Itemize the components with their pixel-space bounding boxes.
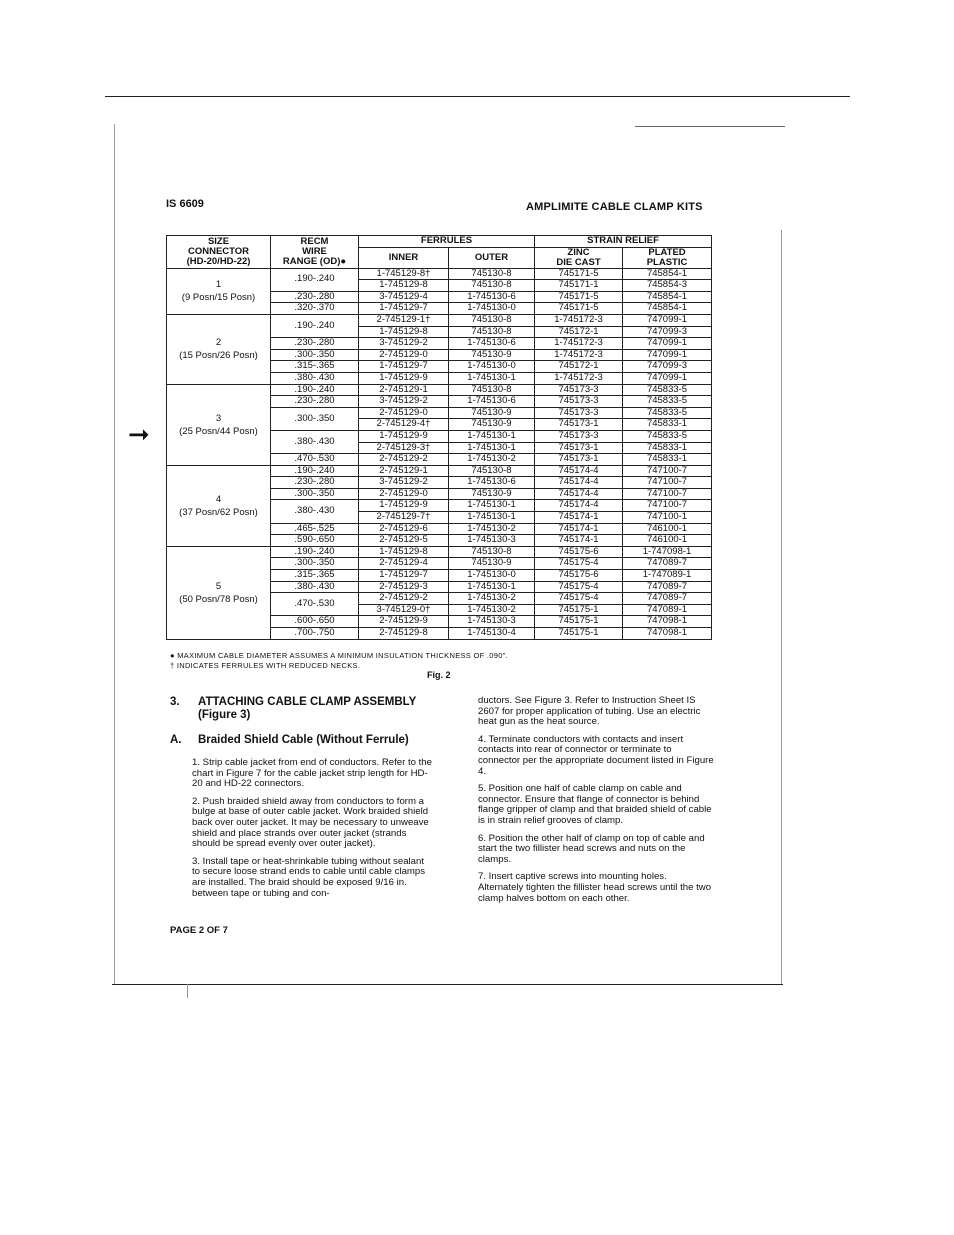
size-number: 4	[215, 493, 222, 505]
position-count: (25 Posn/44 Posn)	[179, 425, 258, 437]
zinc-die-cast-cell: 745174-4	[535, 500, 623, 512]
size-connector-header: SIZE CONNECTOR (HD-20/HD-22)	[167, 236, 271, 269]
outer-ferrule-cell: 745130-8	[449, 546, 535, 558]
size-number: 5	[215, 580, 222, 592]
zinc-die-cast-cell: 745175-6	[535, 546, 623, 558]
plated-plastic-cell: 746100-1	[623, 535, 712, 547]
plated-plastic-cell: 747098-1	[623, 628, 712, 640]
outer-ferrule-cell: 1-745130-0	[449, 361, 535, 373]
zinc-die-cast-cell: 745173-3	[535, 384, 623, 396]
footnote-reduced-necks: † INDICATES FERRULES WITH REDUCED NECKS.	[170, 661, 361, 670]
outer-ferrule-cell: 1-745130-6	[449, 338, 535, 350]
wire-range-cell: .230-.280	[271, 291, 359, 303]
wire-range-cell: .190-.240	[271, 314, 359, 337]
wire-range-cell: .300-.350	[271, 349, 359, 361]
outer-ferrule-cell: 745130-8	[449, 326, 535, 338]
wire-range-cell: .470-.530	[271, 593, 359, 616]
position-count: (15 Posn/26 Posn)	[179, 350, 258, 362]
outer-ferrule-cell: 1-745130-3	[449, 616, 535, 628]
top-rule	[105, 96, 850, 97]
plated-plastic-header: PLATED PLASTIC	[623, 247, 712, 268]
wire-range-cell: .230-.280	[271, 477, 359, 489]
zinc-die-cast-cell: 745172-1	[535, 361, 623, 373]
plated-plastic-cell: 747099-1	[623, 372, 712, 384]
plated-plastic-cell: 747089-7	[623, 593, 712, 605]
size-connector-cell	[167, 268, 271, 314]
outer-ferrule-cell: 745130-9	[449, 407, 535, 419]
figure-caption: Fig. 2	[427, 670, 451, 680]
size-connector-cell	[167, 384, 271, 465]
step-1-paragraph: 1. Strip cable jacket from end of conductors. Refer to the chart in Figure 7 for the cable jacket strip length for HD-20 and HD-22 connectors.	[192, 757, 432, 790]
zinc-die-cast-cell: 745174-1	[535, 523, 623, 535]
zinc-die-cast-cell: 745175-1	[535, 628, 623, 640]
zinc-die-cast-cell: 1-745172-3	[535, 349, 623, 361]
position-count: (50 Posn/78 Posn)	[179, 593, 258, 605]
zinc-die-cast-cell: 745175-1	[535, 604, 623, 616]
plated-plastic-cell: 747099-3	[623, 361, 712, 373]
wire-range-cell: .590-.650	[271, 535, 359, 547]
bottom-rule	[112, 984, 783, 985]
inner-ferrule-cell: 2-745129-8	[359, 628, 449, 640]
outer-ferrule-cell: 1-745130-2	[449, 593, 535, 605]
outer-ferrule-cell: 745130-9	[449, 349, 535, 361]
inner-ferrule-cell: 1-745129-7	[359, 570, 449, 582]
size-connector-cell	[167, 314, 271, 384]
size-number: 2	[215, 337, 222, 349]
step-5-paragraph: 5. Position one half of cable clamp on cable and connector. Ensure that flange of connector is behind flange gripper of clamp and that braided shield of cable is in strain relief grooves of clamp.	[478, 783, 712, 826]
zinc-die-cast-cell: 1-745172-3	[535, 314, 623, 326]
wire-range-header: RECM WIRE RANGE (OD)●	[271, 236, 359, 269]
doc-title: AMPLIMITE CABLE CLAMP KITS	[526, 201, 703, 213]
plated-plastic-cell: 745833-1	[623, 454, 712, 466]
outer-ferrule-cell: 745130-9	[449, 419, 535, 431]
zinc-die-cast-cell: 745173-1	[535, 442, 623, 454]
page-footer: PAGE 2 OF 7	[170, 925, 228, 936]
step-3-paragraph: 3. Install tape or heat-shrinkable tubing without sealant to secure loose strand ends to cable until cable clamps are installed. The braid should be exposed 9/16 in. between tape or tubing and con-	[192, 855, 426, 899]
right-frame-line	[781, 230, 782, 984]
wire-range-cell: .190-.240	[271, 268, 359, 291]
inner-ferrule-cell: 1-745129-8	[359, 546, 449, 558]
outer-ferrule-cell: 1-745130-4	[449, 628, 535, 640]
outer-ferrule-cell: 1-745130-1	[449, 581, 535, 593]
plated-plastic-cell: 745854-3	[623, 280, 712, 292]
cable-clamp-kit-table	[166, 235, 712, 640]
position-count: (37 Posn/62 Posn)	[179, 506, 258, 518]
subsection-heading	[170, 734, 432, 747]
outer-ferrule-cell: 1-745130-1	[449, 442, 535, 454]
zinc-die-cast-cell: 745174-4	[535, 488, 623, 500]
plated-plastic-cell: 747100-1	[623, 512, 712, 524]
plated-plastic-cell: 745854-1	[623, 303, 712, 315]
wire-range-cell: .190-.240	[271, 384, 359, 396]
inner-ferrule-cell: 2-745129-1†	[359, 314, 449, 326]
section-heading	[170, 696, 432, 722]
plated-plastic-cell: 745854-1	[623, 291, 712, 303]
zinc-die-cast-cell: 745171-1	[535, 280, 623, 292]
outer-ferrule-cell: 1-745130-6	[449, 477, 535, 489]
inner-ferrule-cell: 2-745129-9	[359, 616, 449, 628]
zinc-die-cast-cell: 745174-4	[535, 465, 623, 477]
zinc-die-cast-cell: 745171-5	[535, 268, 623, 280]
zinc-die-cast-cell: 1-745172-3	[535, 338, 623, 350]
outer-ferrule-cell: 1-745130-6	[449, 396, 535, 408]
inner-ferrule-cell: 3-745129-2	[359, 338, 449, 350]
section-title: ATTACHING CABLE CLAMP ASSEMBLY (Figure 3)	[198, 696, 417, 721]
table-header-row-1	[167, 236, 712, 248]
inner-ferrule-cell: 3-745129-2	[359, 396, 449, 408]
inner-ferrule-cell: 2-745129-3	[359, 581, 449, 593]
outer-ferrule-cell: 1-745130-2	[449, 604, 535, 616]
table-row	[167, 268, 712, 280]
subsection-letter: A.	[170, 734, 182, 746]
table-row	[167, 465, 712, 477]
zinc-die-cast-cell: 745173-3	[535, 396, 623, 408]
size-connector-cell	[167, 546, 271, 639]
zinc-die-cast-cell: 745173-1	[535, 454, 623, 466]
outer-ferrule-cell: 745130-9	[449, 558, 535, 570]
inner-header: INNER	[359, 247, 449, 268]
plated-plastic-cell: 1-747098-1	[623, 546, 712, 558]
zinc-die-cast-cell: 745175-6	[535, 570, 623, 582]
table-row	[167, 384, 712, 396]
plated-plastic-cell: 745833-5	[623, 396, 712, 408]
zinc-die-cast-cell: 745171-5	[535, 291, 623, 303]
step-2-paragraph: 2. Push braided shield away from conductors to form a bulge at base of outer cable jacket. Work braided shield back over outer jacket. It may be necessary to unweave shield and place strands over outer jacket (strands should be spread evenly over outer jacket).	[192, 795, 429, 850]
inner-ferrule-cell: 1-745129-9	[359, 500, 449, 512]
doc-number: IS 6609	[166, 198, 204, 210]
wire-range-cell: .300-.350	[271, 407, 359, 430]
inner-ferrule-cell: 1-745129-8	[359, 326, 449, 338]
plated-plastic-cell: 747099-3	[623, 326, 712, 338]
inner-ferrule-cell: 1-745129-9	[359, 430, 449, 442]
continued-paragraph: ductors. See Figure 3. Refer to Instruction Sheet IS 2607 for proper application of tubing. Use an electric heat gun as the heat source.	[478, 695, 701, 728]
table-row	[167, 314, 712, 326]
size-number: 3	[215, 412, 222, 424]
inner-ferrule-cell: 1-745129-8†	[359, 268, 449, 280]
inner-ferrule-cell: 2-745129-7†	[359, 512, 449, 524]
wire-range-cell: .315-.365	[271, 361, 359, 373]
zinc-die-cast-cell: 745175-1	[535, 616, 623, 628]
zinc-die-cast-cell: 745172-1	[535, 326, 623, 338]
inner-ferrule-cell: 1-745129-7	[359, 303, 449, 315]
inner-ferrule-cell: 1-745129-8	[359, 280, 449, 292]
inner-ferrule-cell: 2-745129-1	[359, 384, 449, 396]
wire-range-cell: .230-.280	[271, 396, 359, 408]
zinc-die-cast-cell: 745173-3	[535, 407, 623, 419]
wire-range-cell: .300-.350	[271, 558, 359, 570]
outer-ferrule-cell: 1-745130-0	[449, 570, 535, 582]
plated-plastic-cell: 747100-7	[623, 477, 712, 489]
position-count: (9 Posn/15 Posn)	[181, 292, 256, 304]
inner-ferrule-cell: 2-745129-6	[359, 523, 449, 535]
plated-plastic-cell: 745833-5	[623, 407, 712, 419]
zinc-die-cast-cell: 1-745172-3	[535, 372, 623, 384]
plated-plastic-cell: 747100-7	[623, 465, 712, 477]
outer-ferrule-cell: 1-745130-6	[449, 291, 535, 303]
row-pointer-arrow-icon: ➞	[128, 419, 150, 449]
wire-range-cell: .700-.750	[271, 628, 359, 640]
wire-range-cell: .190-.240	[271, 546, 359, 558]
zinc-die-cast-cell: 745174-1	[535, 535, 623, 547]
plated-plastic-cell: 745833-1	[623, 442, 712, 454]
subsection-title: Braided Shield Cable (Without Ferrule)	[198, 734, 409, 746]
plated-plastic-cell: 747089-7	[623, 558, 712, 570]
inner-ferrule-cell: 3-745129-0†	[359, 604, 449, 616]
inner-ferrule-cell: 2-745129-4	[359, 558, 449, 570]
inner-ferrule-cell: 3-745129-2	[359, 477, 449, 489]
zinc-die-cast-header: ZINC DIE CAST	[535, 247, 623, 268]
plated-plastic-cell: 747100-7	[623, 488, 712, 500]
outer-ferrule-cell: 1-745130-3	[449, 535, 535, 547]
left-paragraphs	[170, 758, 432, 899]
left-column	[170, 696, 432, 906]
inner-ferrule-cell: 2-745129-3†	[359, 442, 449, 454]
inner-ferrule-cell: 1-745129-7	[359, 361, 449, 373]
outer-ferrule-cell: 1-745130-2	[449, 454, 535, 466]
wire-range-cell: .380-.430	[271, 430, 359, 453]
footnote-diameter: ● MAXIMUM CABLE DIAMETER ASSUMES A MINIMUM INSULATION THICKNESS OF .090".	[170, 651, 509, 660]
wire-range-cell: .320-.370	[271, 303, 359, 315]
plated-plastic-cell: 1-747089-1	[623, 570, 712, 582]
section-number: 3.	[170, 696, 180, 708]
inner-ferrule-cell: 2-745129-5	[359, 535, 449, 547]
wire-range-cell: .380-.430	[271, 500, 359, 523]
wire-range-cell: .600-.650	[271, 616, 359, 628]
inner-ferrule-cell: 2-745129-0	[359, 349, 449, 361]
strain-relief-header: STRAIN RELIEF	[535, 236, 712, 248]
inner-ferrule-cell: 3-745129-4	[359, 291, 449, 303]
plated-plastic-cell: 745854-1	[623, 268, 712, 280]
zinc-die-cast-cell: 745174-1	[535, 512, 623, 524]
wire-range-cell: .380-.430	[271, 372, 359, 384]
plated-plastic-cell: 745833-5	[623, 430, 712, 442]
right-column	[478, 696, 714, 911]
top-right-short-rule	[635, 126, 785, 127]
outer-ferrule-cell: 1-745130-1	[449, 372, 535, 384]
outer-ferrule-cell: 745130-9	[449, 488, 535, 500]
wire-range-cell: .315-.365	[271, 570, 359, 582]
wire-range-cell: .380-.430	[271, 581, 359, 593]
wire-range-cell: .470-.530	[271, 454, 359, 466]
outer-ferrule-cell: 745130-8	[449, 268, 535, 280]
outer-ferrule-cell: 745130-8	[449, 314, 535, 326]
plated-plastic-cell: 747089-7	[623, 581, 712, 593]
inner-ferrule-cell: 2-745129-1	[359, 465, 449, 477]
plated-plastic-cell: 747098-1	[623, 616, 712, 628]
wire-range-cell: .190-.240	[271, 465, 359, 477]
inner-ferrule-cell: 2-745129-2	[359, 593, 449, 605]
plated-plastic-cell: 745833-5	[623, 384, 712, 396]
wire-range-cell: .230-.280	[271, 338, 359, 350]
plated-plastic-cell: 745833-1	[623, 419, 712, 431]
left-frame-line	[114, 124, 115, 984]
outer-ferrule-cell: 745130-8	[449, 280, 535, 292]
outer-header: OUTER	[449, 247, 535, 268]
table-body	[167, 268, 712, 639]
zinc-die-cast-cell: 745175-4	[535, 581, 623, 593]
bottom-tick	[187, 984, 188, 998]
wire-range-cell: .465-.525	[271, 523, 359, 535]
plated-plastic-cell: 746100-1	[623, 523, 712, 535]
table-row	[167, 546, 712, 558]
inner-ferrule-cell: 2-745129-0	[359, 407, 449, 419]
outer-ferrule-cell: 1-745130-1	[449, 512, 535, 524]
step-7-paragraph: 7. Insert captive screws into mounting holes. Alternately tighten the fillister head screws until the two clamp halves bottom on each other.	[478, 871, 712, 904]
plated-plastic-cell: 747089-1	[623, 604, 712, 616]
plated-plastic-cell: 747099-1	[623, 314, 712, 326]
zinc-die-cast-cell: 745173-1	[535, 419, 623, 431]
inner-ferrule-cell: 2-745129-0	[359, 488, 449, 500]
plated-plastic-cell: 747099-1	[623, 338, 712, 350]
inner-ferrule-cell: 1-745129-9	[359, 372, 449, 384]
outer-ferrule-cell: 1-745130-1	[449, 500, 535, 512]
outer-ferrule-cell: 745130-8	[449, 384, 535, 396]
outer-ferrule-cell: 745130-8	[449, 465, 535, 477]
size-connector-cell	[167, 465, 271, 546]
inner-ferrule-cell: 2-745129-4†	[359, 419, 449, 431]
step-6-paragraph: 6. Position the other half of clamp on top of cable and start the two fillister head screws and nuts on the clamps.	[478, 832, 705, 865]
plated-plastic-cell: 747099-1	[623, 349, 712, 361]
ferrules-header: FERRULES	[359, 236, 535, 248]
outer-ferrule-cell: 1-745130-2	[449, 523, 535, 535]
zinc-die-cast-cell: 745174-4	[535, 477, 623, 489]
step-4-paragraph: 4. Terminate conductors with contacts and insert contacts into rear of connector or terminate to connector per the appropriate document listed in Figure 4.	[478, 733, 714, 777]
zinc-die-cast-cell: 745175-4	[535, 593, 623, 605]
outer-ferrule-cell: 1-745130-0	[449, 303, 535, 315]
plated-plastic-cell: 747100-7	[623, 500, 712, 512]
wire-range-cell: .300-.350	[271, 488, 359, 500]
zinc-die-cast-cell: 745175-4	[535, 558, 623, 570]
zinc-die-cast-cell: 745173-3	[535, 430, 623, 442]
zinc-die-cast-cell: 745171-5	[535, 303, 623, 315]
size-number: 1	[215, 279, 222, 291]
inner-ferrule-cell: 2-745129-2	[359, 454, 449, 466]
outer-ferrule-cell: 1-745130-1	[449, 430, 535, 442]
